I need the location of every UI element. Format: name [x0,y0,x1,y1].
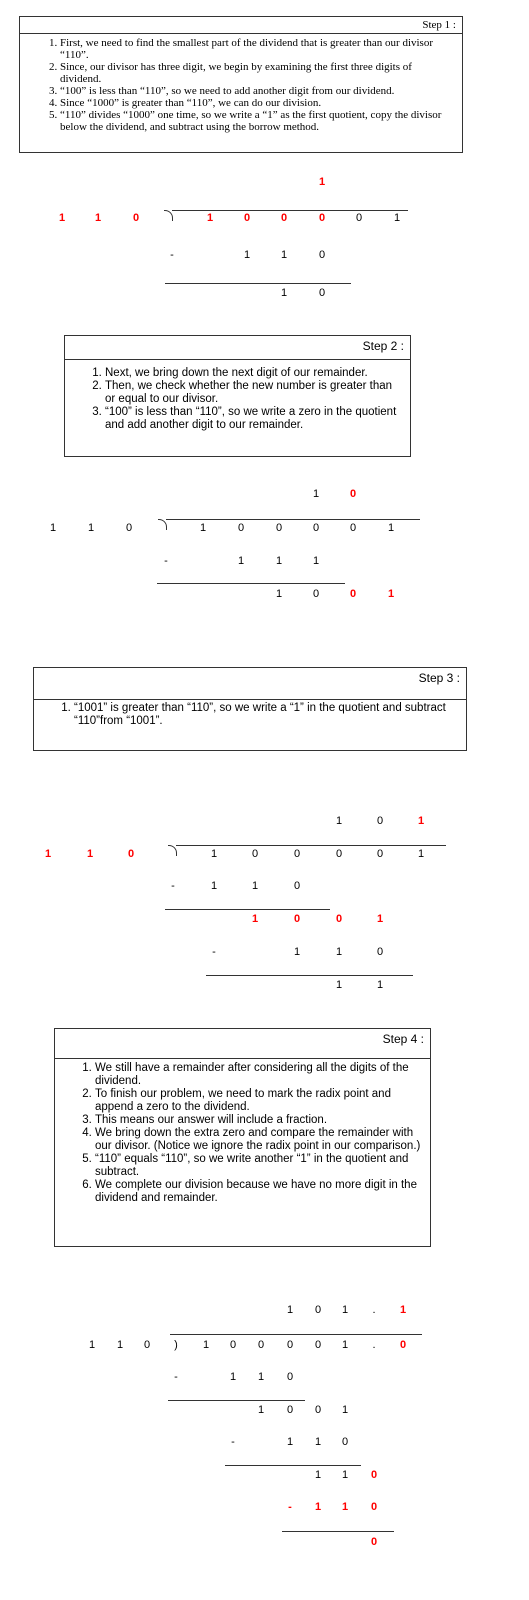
minus-sign: - [288,1501,292,1513]
quotient-digit: 1 [335,815,343,827]
subtrahend-digit: 0 [286,1371,294,1383]
step1-item: 1. First, we need to find the smallest part of the dividend that is greater than our divisor “110”. [60,37,454,61]
step1-box [19,16,463,153]
remainder-digit: 1 [387,588,395,600]
subtrahend-digit: 1 [257,1371,265,1383]
subtrahend-digit: 1 [210,880,218,892]
remainder-digit: 1 [275,588,283,600]
minus-sign: - [171,880,175,892]
radix-point: . [372,1304,376,1316]
step1-item: 3. “100” is less than “110”, so we need to add another digit from our dividend. [60,85,454,97]
dividend-digit: 0 [293,848,301,860]
step4-item: 4. We bring down the extra zero and compare the remainder with our divisor. (Notice we ignore the radix point in our comparison.) [95,1127,422,1153]
subtrahend-digit: 1 [312,555,320,567]
divisor-digit: 0 [132,212,140,224]
remainder-digit: 0 [314,1404,322,1416]
minus-sign: - [231,1436,235,1448]
subtraction-line [282,1531,394,1532]
subtraction-line [225,1465,361,1466]
subtrahend-digit: 1 [286,1436,294,1448]
step1-item: 2. Since, our divisor has three digit, we begin by examining the first three digits of dividend. [60,61,454,85]
divisor-digit: 1 [94,212,102,224]
dividend-digit: 0 [335,848,343,860]
division-bar [172,210,408,211]
subtrahend-digit: 1 [314,1436,322,1448]
divisor-digit: 1 [116,1339,124,1351]
divisor-digit: 0 [143,1339,151,1351]
division-bar [176,845,446,846]
subtraction-line [206,975,413,976]
radix-point: . [372,1339,376,1351]
subtrahend-digit: 1 [243,249,251,261]
step3-title: Step 3 : [34,668,466,700]
dividend-digit: 0 [312,522,320,534]
quotient-digit: 1 [286,1304,294,1316]
step4-list [55,1062,430,1205]
subtrahend-digit: 0 [341,1436,349,1448]
quotient-digit: 0 [349,488,357,500]
dividend-digit: 1 [393,212,401,224]
step2-list [65,367,410,432]
subtrahend-digit: 0 [376,946,384,958]
step1-item: 5. “110” divides “1000” one time, so we write a “1” as the first quotient, copy the divisor below the dividend, and subtract using the borrow method. [60,109,454,133]
dividend-digit: 0 [318,212,326,224]
remainder-digit: 0 [335,913,343,925]
step4-item: 3. This means our answer will include a fraction. [95,1114,422,1127]
quotient-digit: 1 [399,1304,407,1316]
dividend-digit: 0 [314,1339,322,1351]
remainder-digit: 0 [293,913,301,925]
step4-item: 5. “110” equals “110”, so we write another “1” in the quotient and subtract. [95,1153,422,1179]
subtraction-line [157,583,345,584]
appended-zero: 0 [399,1339,407,1351]
subtrahend-digit: 1 [335,946,343,958]
subtrahend-digit: 0 [318,249,326,261]
remainder-digit: 1 [341,1469,349,1481]
minus-sign: - [174,1371,178,1383]
subtrahend-digit: 1 [237,555,245,567]
dividend-digit: 0 [237,522,245,534]
quotient-digit: 1 [312,488,320,500]
dividend-digit: 1 [341,1339,349,1351]
divisor-digit: 0 [127,848,135,860]
quotient-digit: 0 [376,815,384,827]
step3-list [34,702,466,728]
minus-sign: - [170,249,174,261]
divisor-digit: 1 [58,212,66,224]
dividend-digit: 0 [243,212,251,224]
division-bracket: ) [174,1339,178,1351]
step2-item: 1. Next, we bring down the next digit of our remainder. [105,367,402,380]
dividend-digit: 0 [251,848,259,860]
dividend-digit: 1 [202,1339,210,1351]
step1-title: Step 1 : [20,17,462,34]
subtrahend-digit: 1 [293,946,301,958]
subtrahend-digit: 0 [293,880,301,892]
division-bracket [168,845,177,856]
step2-item: 3. “100” is less than “110”, so we write a zero in the quotient and add another digit to our remainder. [105,406,402,432]
step4-item: 2. To finish our problem, we need to mark the radix point and append a zero to the dividend. [95,1088,422,1114]
step1-list [20,37,462,133]
remainder-digit: 0 [370,1469,378,1481]
subtrahend-digit: 1 [275,555,283,567]
step3-item: 1. “1001” is greater than “110”, so we write a “1” in the quotient and subtract “110”from “1001”. [74,702,458,728]
quotient-digit: 0 [314,1304,322,1316]
remainder-digit: 1 [335,979,343,991]
remainder-digit: 1 [341,1404,349,1416]
quotient-digit: 1 [318,176,326,188]
step2-title: Step 2 : [65,336,410,360]
divisor-digit: 1 [88,1339,96,1351]
dividend-digit: 0 [376,848,384,860]
division-bracket [164,210,173,221]
remainder-digit: 0 [349,588,357,600]
divisor-digit: 1 [49,522,57,534]
dividend-digit: 0 [355,212,363,224]
division-bracket [158,519,167,530]
subtrahend-digit: 1 [341,1501,349,1513]
dividend-digit: 0 [349,522,357,534]
subtraction-line [168,1400,305,1401]
remainder-digit: 1 [280,287,288,299]
step1-item: 4. Since “1000” is greater than “110”, we can do our division. [60,97,454,109]
quotient-digit: 1 [417,815,425,827]
step4-item: 1. We still have a remainder after considering all the digits of the dividend. [95,1062,422,1088]
step3-box [33,667,467,751]
dividend-digit: 1 [417,848,425,860]
divisor-digit: 1 [44,848,52,860]
subtraction-line [165,909,330,910]
step2-item: 2. Then, we check whether the new number is greater than or equal to our divisor. [105,380,402,406]
remainder-digit: 0 [318,287,326,299]
dividend-digit: 1 [199,522,207,534]
subtrahend-digit: 1 [251,880,259,892]
step4-title: Step 4 : [55,1029,430,1059]
divisor-digit: 1 [86,848,94,860]
minus-sign: - [164,555,168,567]
dividend-digit: 0 [275,522,283,534]
remainder-digit: 0 [286,1404,294,1416]
subtrahend-digit: 0 [370,1501,378,1513]
remainder-digit: 1 [251,913,259,925]
divisor-digit: 0 [125,522,133,534]
remainder-digit: 1 [314,1469,322,1481]
remainder-digit: 1 [376,979,384,991]
subtrahend-digit: 1 [229,1371,237,1383]
step4-item: 6. We complete our division because we have no more digit in the dividend and remainder. [95,1179,422,1205]
step4-box [54,1028,431,1247]
quotient-digit: 1 [341,1304,349,1316]
remainder-digit: 1 [257,1404,265,1416]
dividend-digit: 1 [387,522,395,534]
subtrahend-digit: 1 [280,249,288,261]
dividend-digit: 0 [286,1339,294,1351]
dividend-digit: 0 [257,1339,265,1351]
division-bar [170,1334,422,1335]
dividend-digit: 1 [206,212,214,224]
divisor-digit: 1 [87,522,95,534]
final-remainder-digit: 0 [370,1536,378,1548]
remainder-digit: 1 [376,913,384,925]
dividend-digit: 1 [210,848,218,860]
dividend-digit: 0 [280,212,288,224]
minus-sign: - [212,946,216,958]
subtrahend-digit: 1 [314,1501,322,1513]
dividend-digit: 0 [229,1339,237,1351]
subtraction-line [165,283,351,284]
remainder-digit: 0 [312,588,320,600]
division-bar [166,519,420,520]
step2-box [64,335,411,457]
